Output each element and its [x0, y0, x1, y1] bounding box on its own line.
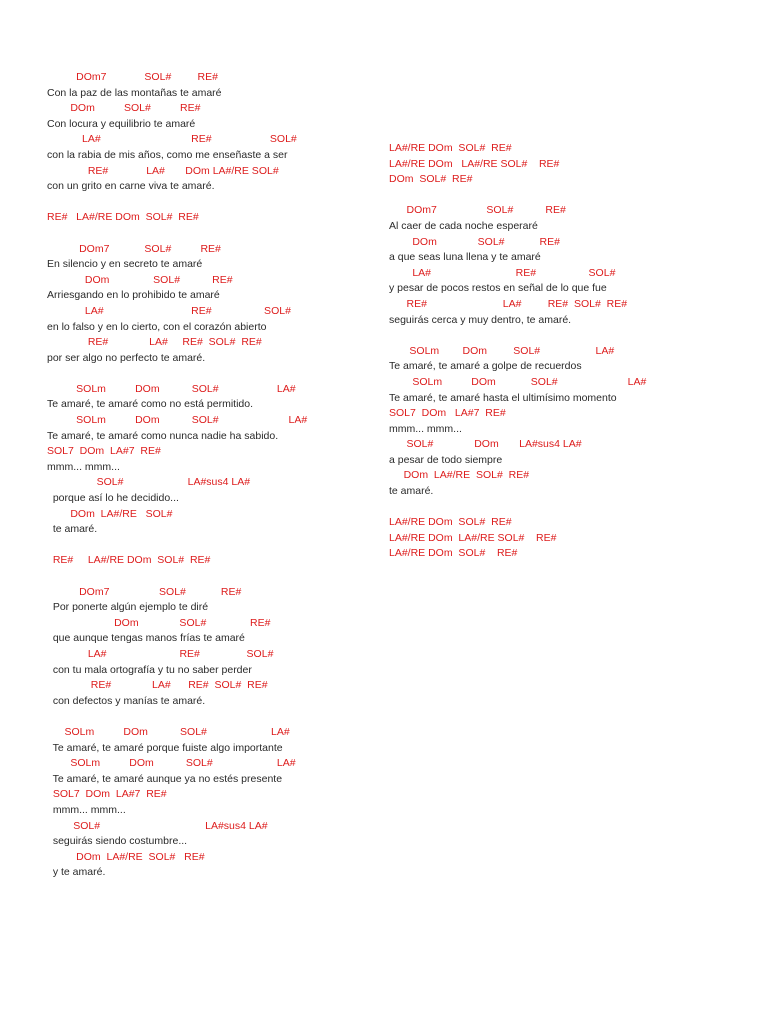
- lyric-line: En silencio y en secreto te amaré: [47, 258, 203, 271]
- chord-line: LA# RE# SOL#: [389, 266, 616, 279]
- lyric-line: con la rabia de mis años, como me enseñaste a ser: [47, 148, 288, 161]
- chord-line: DOm7 SOL# RE#: [47, 71, 218, 83]
- lyric-line: te amaré.: [389, 485, 434, 498]
- chord-line: DOm7 SOL# RE#: [47, 242, 221, 255]
- chord-line: LA#/RE DOm SOL# RE#: [389, 142, 512, 154]
- chord-line: LA#/RE DOm LA#/RE SOL# RE#: [389, 157, 560, 170]
- chord-line: SOLm DOm SOL# LA#: [47, 725, 290, 738]
- chord-line: DOm7 SOL# RE#: [389, 204, 566, 217]
- lyric-line: que aunque tengas manos frías te amaré: [47, 632, 245, 645]
- chord-line: SOLm DOm SOL# LA#: [47, 382, 296, 395]
- lyric-line: porque así lo he decidido...: [47, 492, 179, 505]
- lyric-line: Con locura y equilibrio te amaré: [47, 117, 196, 130]
- right-column: [389, 141, 729, 562]
- section-gap: [47, 538, 367, 554]
- lyric-line: en lo falso y en lo cierto, con el corazón abierto: [47, 320, 267, 333]
- chord-line: LA#/RE DOm SOL# RE#: [389, 547, 518, 560]
- chord-line: SOLm DOm SOL# LA#: [389, 375, 647, 388]
- lyric-line: te amaré.: [47, 523, 98, 536]
- lyric-line: con un grito en carne viva te amaré.: [47, 180, 215, 193]
- section-gap: [47, 569, 367, 585]
- chord-line: SOL7 DOm LA#7 RE#: [47, 788, 167, 801]
- lyric-line: Te amaré, te amaré como nunca nadie ha sabido.: [47, 429, 279, 442]
- chord-line: DOm7 SOL# RE#: [47, 585, 242, 598]
- section-gap: [389, 500, 729, 516]
- chord-line: SOLm DOm SOL# LA#: [47, 757, 296, 770]
- chord-line: LA# RE# SOL#: [47, 647, 274, 660]
- section-gap: [47, 366, 367, 382]
- chord-line: DOm LA#/RE SOL#: [47, 507, 173, 520]
- lyric-line: Te amaré, te amaré aunque ya no estés presente: [47, 772, 283, 785]
- chord-line: RE# LA#/RE DOm SOL# RE#: [47, 211, 199, 224]
- chord-line: DOm SOL# RE#: [389, 173, 473, 186]
- left-column: [47, 70, 367, 881]
- lyric-line: por ser algo no perfecto te amaré.: [47, 351, 206, 364]
- lyric-line: mmm... mmm...: [47, 460, 120, 473]
- chord-line: SOLm DOm SOL# LA#: [389, 344, 615, 357]
- chord-line: DOm SOL# RE#: [47, 616, 271, 629]
- lyric-line: Te amaré, te amaré porque fuiste algo importante: [47, 741, 283, 754]
- chord-line: RE# LA# RE# SOL# RE#: [389, 297, 628, 310]
- lyric-line: Con la paz de las montañas te amaré: [47, 86, 222, 99]
- chord-line: LA#/RE DOm SOL# RE#: [389, 516, 512, 529]
- section-gap: [47, 709, 367, 725]
- lyric-line: a pesar de todo siempre: [389, 453, 503, 466]
- chord-line: DOm SOL# RE#: [47, 102, 201, 115]
- lyric-line: Te amaré, te amaré a golpe de recuerdos: [389, 360, 582, 373]
- chord-line: LA#/RE DOm LA#/RE SOL# RE#: [389, 531, 557, 544]
- lyric-line: y pesar de pocos restos en señal de lo que fue: [389, 282, 607, 295]
- lyric-line: seguirás siendo costumbre...: [47, 835, 188, 848]
- chord-line: DOm SOL# RE#: [389, 235, 560, 248]
- lyric-line: a que seas luna llena y te amaré: [389, 251, 541, 264]
- lyric-line: y te amaré.: [47, 866, 106, 879]
- chord-line: SOL7 DOm LA#7 RE#: [47, 445, 161, 458]
- chord-line: SOL# DOm LA#sus4 LA#: [389, 438, 582, 451]
- lyric-line: mmm... mmm...: [47, 803, 126, 816]
- chord-line: SOL# LA#sus4 LA#: [47, 819, 268, 832]
- chord-line: DOm SOL# RE#: [47, 273, 233, 286]
- chord-line: SOL7 DOm LA#7 RE#: [389, 407, 506, 420]
- chord-line: DOm LA#/RE SOL# RE#: [389, 469, 530, 482]
- lyric-line: con tu mala ortografía y tu no saber perder: [47, 663, 252, 676]
- chord-line: RE# LA# DOm LA#/RE SOL#: [47, 164, 279, 177]
- chord-line: SOL# LA#sus4 LA#: [47, 476, 251, 489]
- chord-line: LA# RE# SOL#: [47, 304, 291, 317]
- chord-line: DOm LA#/RE SOL# RE#: [47, 850, 205, 863]
- lyric-line: Al caer de cada noche esperaré: [389, 219, 538, 232]
- section-gap: [389, 328, 729, 344]
- lyric-line: Por ponerte algún ejemplo te diré: [47, 601, 209, 614]
- lyric-line: seguirás cerca y muy dentro, te amaré.: [389, 313, 572, 326]
- chord-line: SOLm DOm SOL# LA#: [47, 414, 308, 427]
- lyric-line: Arriesgando en lo prohibido te amaré: [47, 289, 220, 302]
- lyric-line: mmm... mmm...: [389, 422, 462, 435]
- section-gap: [47, 226, 367, 242]
- chord-line: RE# LA#/RE DOm SOL# RE#: [47, 554, 211, 567]
- section-gap: [47, 195, 367, 211]
- lyric-line: Te amaré, te amaré hasta el ultimísimo momento: [389, 391, 617, 404]
- chord-line: LA# RE# SOL#: [47, 133, 297, 146]
- lyric-line: con defectos y manías te amaré.: [47, 694, 206, 707]
- chord-line: RE# LA# RE# SOL# RE#: [47, 679, 268, 692]
- section-gap: [389, 188, 729, 204]
- chord-line: RE# LA# RE# SOL# RE#: [47, 336, 262, 349]
- lyric-line: Te amaré, te amaré como no está permitido.: [47, 398, 254, 411]
